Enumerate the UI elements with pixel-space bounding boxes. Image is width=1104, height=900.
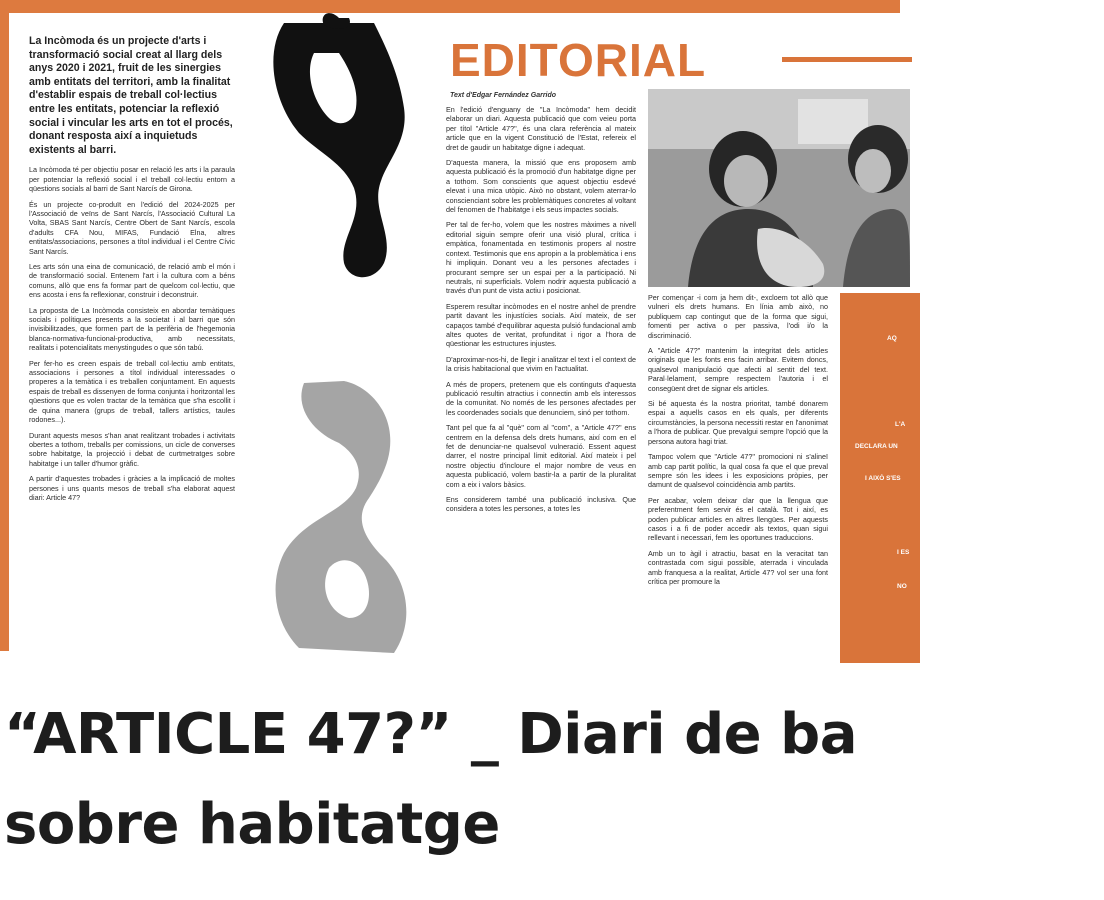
chain-grey-link <box>276 381 407 653</box>
intro-lead: La Incòmoda és un projecte d'arts i transformació social creat al llarg dels anys 2020 i 2021, fruit de les sinergies amb entitats del territori, amb la finalitat d'establir espais de treball col·lectius entre les entitats, potenciar la reflexió social i vincular les arts en tot el procés, donant resposta així a inquietuds existents al barri. <box>29 35 233 156</box>
headline-line-2: sobre habitatge <box>4 792 500 857</box>
editorial-paragraph: D'aquesta manera, la missió que ens proposem amb aquesta publicació és la promoció d'un habitatge digne per a tothom. Som conscients que aquest objectiu esdevé elevat i una mica utòpic. Això no obstant, volem aterrar-lo conscienciant sobre les problemàtiques concretes al voltant del fenomen de l'habitatge i els seus impactes socials. <box>446 158 636 215</box>
intro-paragraph: La proposta de La Incòmoda consisteix en abordar temàtiques socials i polítiques presents a la societat i al barri que són invisibilitzades, que formen part de la perifèria de l'hegemonia blanca-normativa-funcional-productiva, amb necessitats, realitats i potencialitats menystingudes o que són tabú. <box>29 305 235 353</box>
sidebar-text: I ES <box>897 549 910 556</box>
editorial-paragraph: Tampoc volem que "Article 47?" promocioni ni s'alineï amb cap partit polític, la qual cosa fa que el que preval sempre són les idees i les exposicions pròpies, per damunt de qualsevol coincidència amb partits. <box>648 452 828 490</box>
chain-black-link <box>273 13 404 277</box>
intro-paragraph: A partir d'aquestes trobades i gràcies a la implicació de moltes persones i uns quants mesos de treball s'ha elaborat aquest diari: Article 47? <box>29 474 235 502</box>
sidebar-text: I AIXÒ S'ES <box>865 475 901 482</box>
editorial-paragraph: En l'edició d'enguany de "La Incòmoda" hem decidit elaborar un diari. Aquesta publicació que com veieu porta per títol "Article 47?", és una clara referència al mateix article que en la vigent Constitució de l'Estat, refereix el dret de gaudir un habitatge digne i adequat. <box>446 105 636 152</box>
editorial-title: EDITORIAL <box>450 34 707 86</box>
sidebar-text: L'A <box>895 421 906 428</box>
editorial-byline: Text d'Edgar Fernández Garrido <box>450 92 557 99</box>
editorial-paragraph: A "Article 47?" mantenim la integritat dels articles originals que les fonts ens facin arribar. Evitem doncs, qualsevol manipulació que afecti al sentit del text. Paral·lelament, sempre respectem l'autoria i el consegüent dret de signar els articles. <box>648 346 828 393</box>
editorial-paragraph: Si bé aquesta és la nostra prioritat, també donarem espai a aquells casos en els quals, per diferents circumstàncies, la persona necessiti restar en l'anonimat a l'hora de publicar. Que prevalgui sempre l'opció que la persona autora hagi triat. <box>648 399 828 446</box>
editorial-paragraph: Esperem resultar incòmodes en el nostre anhel de prendre partit davant les injustícies socials. Així mateix, de ser capaços també d'equilibrar aquesta pulsió fundacional amb altes quotes de veritat, profunditat i rigor a l'hora de qüestionar les estructures injustes. <box>446 301 636 349</box>
sidebar-text: DECLARA UN <box>855 443 898 450</box>
sidebar-text: NO <box>897 583 907 590</box>
sidebar-text: AQ <box>887 335 897 342</box>
intro-paragraph: Les arts són una eina de comunicació, de relació amb el món i de transformació social. Entenem l'art i la cultura com a béns comuns, allò que ens fa formar part de quelcom col·lectiu, que ens acosta i ens fa reflexionar, construir i deconstruir. <box>29 262 235 300</box>
editorial-column-1 <box>446 105 636 520</box>
editorial-paragraph: Per acabar, volem deixar clar que la llengua que preferentment fem servir és el català. Tot i així, es poden publicar articles en altres llengües. Per aquests casos i a fi de poder accedir als textos, quan sigui rellevant i necessari, fem les oportunes traduccions. <box>648 495 828 543</box>
editorial-paragraph: D'aproximar-nos-hi, de llegir i analitzar el text i el context de la crisis habitacional que vivim en l'actualitat. <box>446 354 636 374</box>
chain-illustration <box>244 13 444 653</box>
intro-paragraph: Per fer-ho es creen espais de treball col·lectiu amb entitats, associacions i persones a títol individual interessades o properes a la temàtica i es treballen conjuntament. En aquests espais de treball es dissenyen de forma conjunta i horitzontal les qüestions que es volen tractar de la temàtica que s'ha escollit i de quina manera (grups de treball, tallers artístics, taules rodones...). <box>29 358 235 425</box>
orange-sidebar-box <box>840 293 920 663</box>
intro-column <box>29 35 235 508</box>
intro-paragraph: Durant aquests mesos s'han anat realitzant trobades i activitats obertes a tothom, treballs per comissions, un cicle de converses sobre habitatge, la projecció i debat de curtmetratges sobre habitatge i un taller d'humor gràfic. <box>29 430 235 468</box>
headline-line-1: “ARTICLE 47?” _ Diari de ba <box>4 702 858 767</box>
intro-paragraph: La Incòmoda té per objectiu posar en relació les arts i la paraula per potenciar la reflexió social i el treball col·lectiu entorn a qüestions socials al barri de Sant Narcís de Girona. <box>29 165 235 194</box>
editorial-paragraph: Per començar -i com ja hem dit-, excloem tot allò que vulneri els drets humans. En línia amb això, no publiquem cap contingut que de la forma que sigui, fomenti per activa o per passiva, l'odi i/o la discriminació. <box>648 293 828 340</box>
title-rule <box>782 57 912 62</box>
editorial-paragraph: Ens considerem també una publicació inclusiva. Que considera a totes les persones, a totes les <box>446 495 636 514</box>
newspaper-page <box>9 13 909 653</box>
editorial-paragraph: Tant pel que fa al "què" com al "com", a "Article 47?" ens centrem en la defensa dels drets humans, així com en el fet de denunciar-ne qualsevol vulneració. Essent aquest darrer, el nostre principal límit editorial. Així mateix i pel nostre objectiu d'incloure el major nombre de veus en aquesta publicació, volem bastir-la a partir de la pluralitat com a eix i valors bàsics. <box>446 423 636 489</box>
intro-paragraph: És un projecte co-produït en l'edició del 2024-2025 per l'Associació de veïns de Sant Narcís, l'Associació Cultural La Volta, SBAS Sant Narcís, Centre Obert de Sant Narcís, escola d'adults CFA Nou, MIFAS, Fundació Elna, altres entitats/associacions, persones a títol individual i el Centre Cívic Sant Narcís. <box>29 199 235 256</box>
editorial-paragraph: Amb un to àgil i atractiu, basat en la veracitat tan contrastada com sigui possible, aterrada i vinculada amb franquesa a la realitat, Article 47? vol ser una font crítica per promoure la <box>648 548 828 586</box>
editorial-paragraph: Per tal de fer-ho, volem que les nostres màximes a nivell editorial siguin sempre oferir una visió plural, crítica i empàtica, fonamentada en testimonis propers al nostre context. Testimonis que ens apropin a la problemàtica i ens hi impliquin. Donant veu a les persones afectades i procurant sempre ser un espai per a la participació. Ni neutrals, ni superficials. Volem nodrir aquesta publicació a través d'un punt de vista actiu i posicionat. <box>446 220 636 296</box>
article-headline[interactable] <box>4 690 1104 870</box>
workshop-photo <box>648 89 910 287</box>
editorial-paragraph: A més de propers, pretenem que els continguts d'aquesta publicació resultin atractius i connectin amb els interessos de la comunitat. No només de les persones afectades per les coordenades socials que denunciem, sinó per tothom. <box>446 379 636 417</box>
editorial-column-2 <box>648 293 828 592</box>
